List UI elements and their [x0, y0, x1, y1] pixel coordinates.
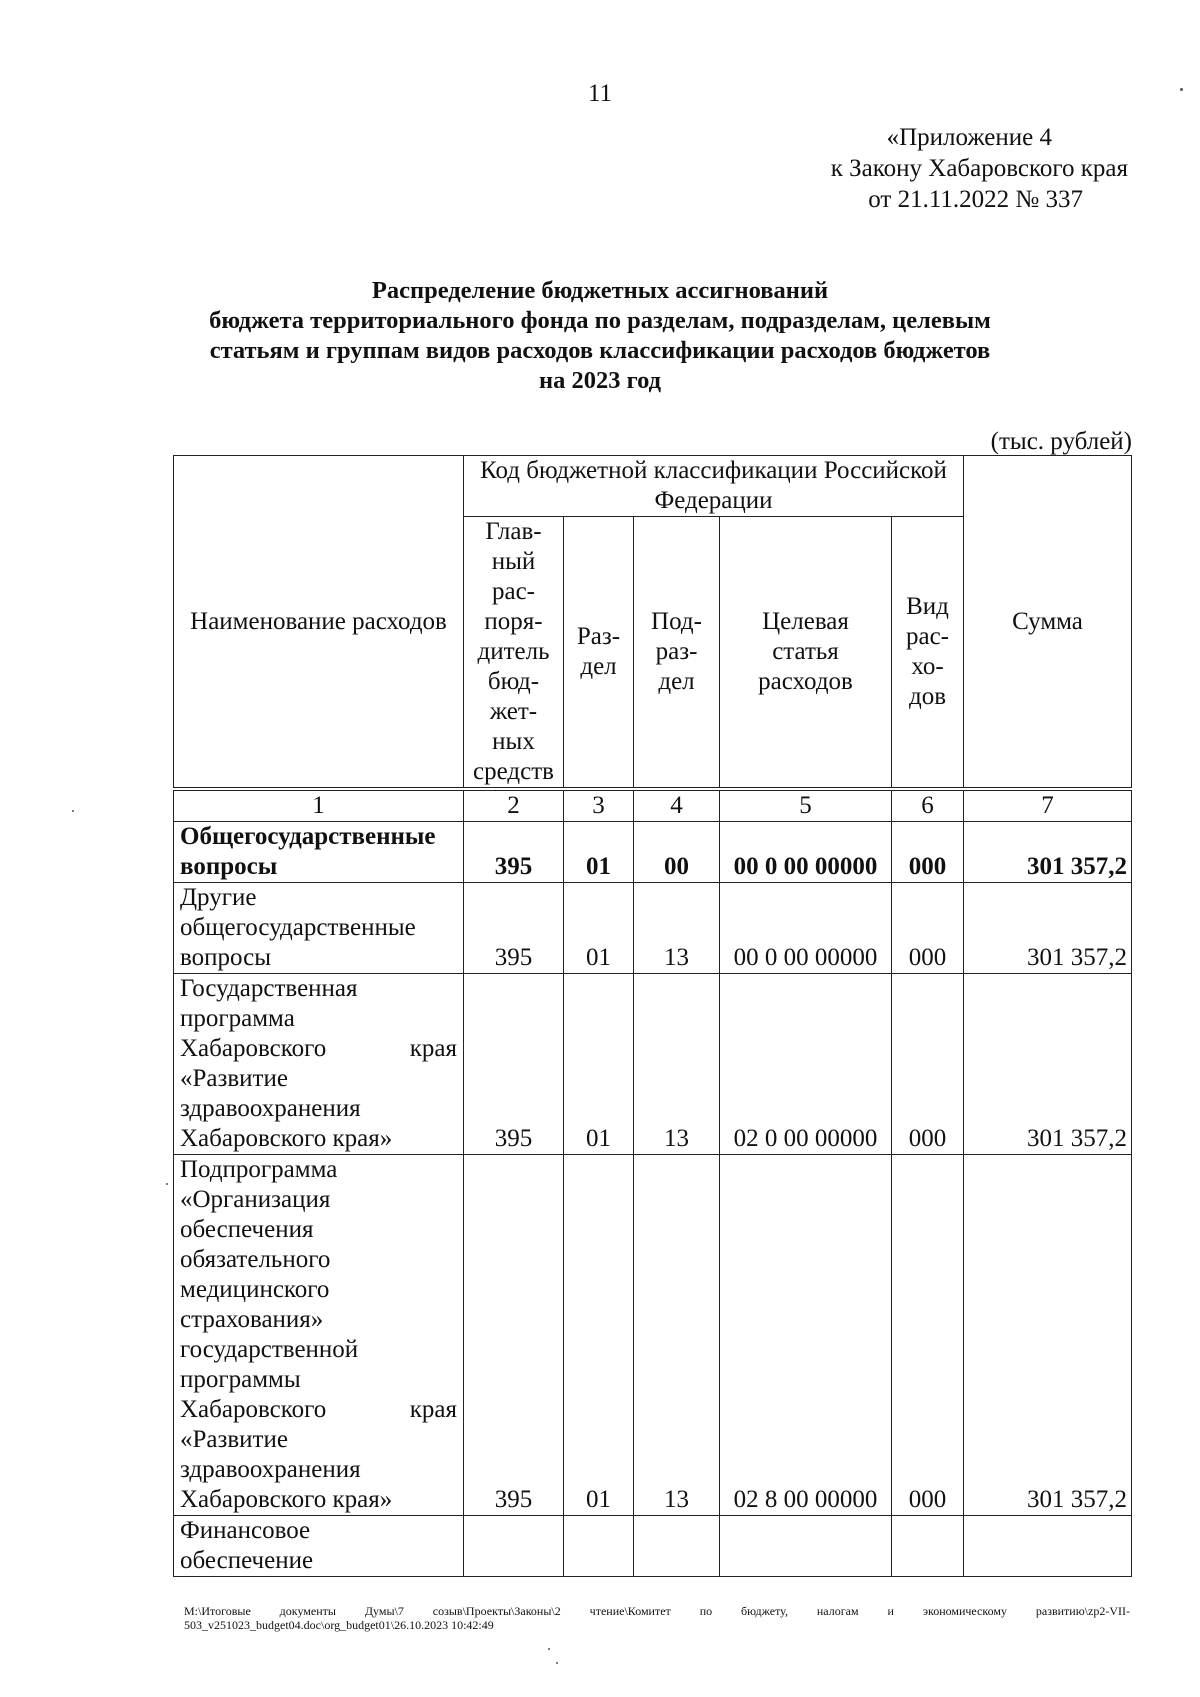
- title-line: бюджета территориального фонда по разделам, подразделам, целевым: [209, 307, 991, 334]
- table-row: [174, 1516, 1132, 1577]
- cell-manager: 395: [464, 974, 564, 1155]
- table-header-row: [174, 456, 1132, 517]
- expense-name: Государственная программа Хабаровского края «Развитие здравоохранения Хабаровского края»: [174, 974, 464, 1155]
- cell-expense-type: 000: [892, 974, 964, 1155]
- header-code-group: Код бюджетной классификации Российской Федерации: [464, 456, 964, 517]
- appendix-reference-line: от 21.11.2022 № 337: [868, 186, 1083, 213]
- cell-target: 00 0 00 00000: [720, 822, 892, 883]
- budget-table: [173, 455, 1132, 1577]
- cell-expense-type: 000: [892, 883, 964, 974]
- table-row: [174, 974, 1132, 1155]
- cell-manager: [464, 1516, 564, 1577]
- title-line: на 2023 год: [538, 367, 662, 394]
- cell-section: 01: [564, 883, 634, 974]
- cell-subsection: 13: [634, 974, 720, 1155]
- cell-target: 02 8 00 00000: [720, 1155, 892, 1516]
- cell-section: 01: [564, 974, 634, 1155]
- cell-subsection: 13: [634, 883, 720, 974]
- cell-target: [720, 1516, 892, 1577]
- scan-speck: [556, 1662, 558, 1664]
- expense-name: Подпрограмма «Организация обеспечения обязательного медицинского страхования» государственной программы Хабаровского края «Развитие здравоохранения Хабаровского края»: [174, 1155, 464, 1516]
- table-row: [174, 822, 1132, 883]
- page-number: 11: [587, 80, 613, 107]
- cell-section: [564, 1516, 634, 1577]
- column-number: 6: [892, 789, 964, 822]
- cell-subsection: 13: [634, 1155, 720, 1516]
- header-name: Наименование расходов: [174, 456, 464, 790]
- cell-subsection: [634, 1516, 720, 1577]
- header-subsection: Под- раз- дел: [634, 517, 720, 790]
- units-label: (тыс. рублей): [990, 428, 1132, 455]
- cell-section: 01: [564, 822, 634, 883]
- column-number: 3: [564, 789, 634, 822]
- cell-expense-type: 000: [892, 1155, 964, 1516]
- cell-target: 02 0 00 00000: [720, 974, 892, 1155]
- scan-speck: [1180, 88, 1183, 91]
- scan-speck: [72, 810, 74, 812]
- cell-target: 00 0 00 00000: [720, 883, 892, 974]
- title-line: Распределение бюджетных ассигнований: [371, 277, 829, 304]
- cell-expense-type: [892, 1516, 964, 1577]
- footer-file-path: M:\Итоговые документы Думы\7 созыв\Проекты\Законы\2 чтение\Комитет по бюджету, налогам и экономическому развитию\zp2-VII-503_v251023_budget04.doc\org_budget01\26.10.2023 10:42:49: [184, 1604, 1130, 1632]
- header-target: Целевая статья расходов: [720, 517, 892, 790]
- appendix-reference-line: к Закону Хабаровского края: [830, 155, 1128, 182]
- cell-expense-type: 000: [892, 822, 964, 883]
- header-expense-type: Вид рас- хо- дов: [892, 517, 964, 790]
- cell-manager: 395: [464, 822, 564, 883]
- column-number: 5: [720, 789, 892, 822]
- expense-name: Финансовое обеспечение: [174, 1516, 464, 1577]
- cell-sum: [964, 1516, 1132, 1577]
- document-title: [0, 276, 1200, 396]
- cell-sum: 301 357,2: [964, 883, 1132, 974]
- table-row: [174, 883, 1132, 974]
- table-row: [174, 1155, 1132, 1516]
- expense-name: Другие общегосударственные вопросы: [174, 883, 464, 974]
- cell-sum: 301 357,2: [964, 1155, 1132, 1516]
- title-line: статьям и группам видов расходов классификации расходов бюджетов: [209, 337, 991, 364]
- cell-manager: 395: [464, 883, 564, 974]
- expense-name: Общегосударственные вопросы: [174, 822, 464, 883]
- scan-speck: [548, 1648, 550, 1650]
- column-number: 4: [634, 789, 720, 822]
- cell-manager: 395: [464, 1155, 564, 1516]
- cell-section: 01: [564, 1155, 634, 1516]
- cell-sum: 301 357,2: [964, 974, 1132, 1155]
- column-number: 7: [964, 789, 1132, 822]
- cell-sum: 301 357,2: [964, 822, 1132, 883]
- appendix-reference-line: «Приложение 4: [886, 124, 1052, 151]
- header-section: Раз- дел: [564, 517, 634, 790]
- cell-subsection: 00: [634, 822, 720, 883]
- column-number: 1: [174, 789, 464, 822]
- header-sum: Сумма: [964, 456, 1132, 790]
- column-number: 2: [464, 789, 564, 822]
- header-manager: Глав- ный рас- поря- дитель бюд- жет- ных средств: [464, 517, 564, 790]
- scan-speck: [166, 1183, 168, 1185]
- column-number-row: [174, 789, 1132, 822]
